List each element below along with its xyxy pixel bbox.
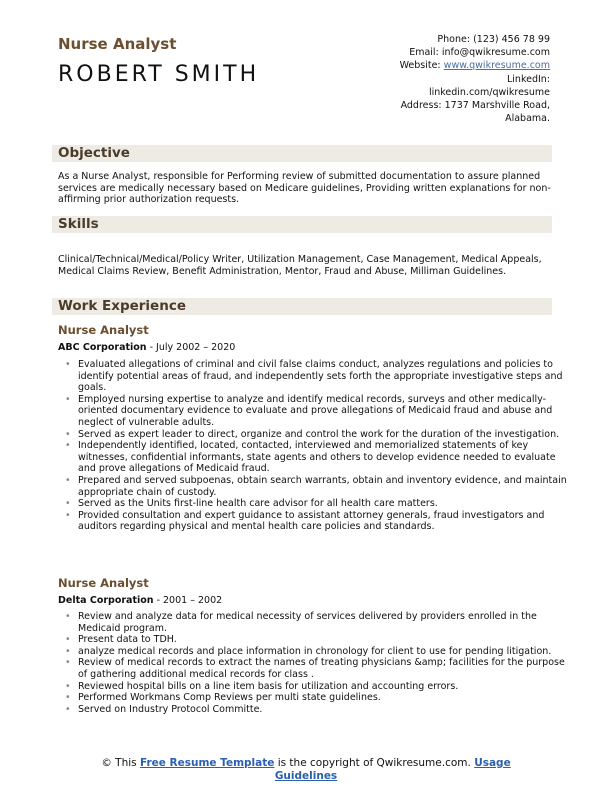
- company-name: ABC Corporation: [58, 342, 147, 353]
- skills-heading-band: [52, 216, 552, 233]
- list-item: • Served as the Units first-line health care advisor for all health care matters.: [78, 498, 572, 510]
- copyright-footer: [0, 757, 612, 783]
- job-title: Nurse Analyst: [58, 576, 149, 590]
- address-label: Address:: [400, 100, 442, 112]
- website-link[interactable]: www.qwikresume.com: [443, 60, 550, 72]
- website-label: Website:: [399, 60, 441, 72]
- job-bullets: [58, 359, 572, 533]
- phone-value: (123) 456 78 99: [473, 34, 550, 45]
- job-dates: - 2001 – 2002: [153, 595, 223, 606]
- job-company-line: [58, 342, 235, 353]
- job-title: Nurse Analyst: [58, 323, 149, 337]
- objective-text: As a Nurse Analyst, responsible for Performing review of submitted documentation to assure planned services are medically necessary based on Medicare guidelines, Providing written explanations for non-affirming prior authorization requests.: [58, 171, 551, 206]
- email-value: info@qwikresume.com: [441, 47, 550, 59]
- list-item: • Review of medical records to extract the names of treating physicians &amp; facilities for the purpose of gathering additional medical records for class .: [78, 657, 572, 680]
- skills-text: Clinical/Technical/Medical/Policy Writer, Utilization Management, Case Management, Medical Appeals, Medical Claims Review, Benefit Administration, Mentor, Fraud and Abuse, Milliman Guidelines.: [58, 254, 542, 277]
- candidate-name: ROBERT SMITH: [58, 62, 260, 87]
- resume-role-title: Nurse Analyst: [58, 35, 177, 53]
- linkedin-value: linkedin.com/qwikresume: [428, 86, 550, 98]
- contact-phone: [330, 33, 550, 46]
- job-company-line: [58, 595, 222, 606]
- contact-website: [330, 59, 550, 72]
- list-item: • Served on Industry Protocol Committe.: [78, 704, 572, 716]
- list-item: • Present data to TDH.: [78, 634, 572, 646]
- company-name: Delta Corporation: [58, 595, 154, 606]
- free-resume-template-link[interactable]: Free Resume Template: [139, 757, 275, 769]
- phone-label: Phone:: [437, 34, 471, 45]
- list-item: • Employed nursing expertise to analyze and identify medical records, surveys and other medically-oriented documentary evidence to evaluate and prove allegations of Medicaid fraud and abuse and neglect of vulnerable adults.: [78, 394, 572, 429]
- list-item: • Review and analyze data for medical necessity of services delivered by providers enrolled in the Medicaid program.: [78, 611, 572, 634]
- contact-address: [330, 99, 550, 112]
- list-item: • Independently identified, located, contacted, interviewed and memorialized statements of key witnesses, confidential informants, state agents and others to develop evidence needed to evaluate and prove allegations of Medicaid fraud.: [78, 440, 572, 475]
- list-item: • Served as expert leader to direct, organize and control the work for the duration of the investigation.: [78, 429, 572, 441]
- list-item: • Prepared and served subpoenas, obtain search warrants, obtain and inventory evidence, and maintain appropriate chain of custody.: [78, 475, 572, 498]
- address-line2: Alabama.: [505, 113, 550, 125]
- job-dates: - July 2002 – 2020: [146, 342, 236, 353]
- list-item: • analyze medical records and place information in chronology for client to use for pending litigation.: [78, 646, 572, 658]
- list-item: • Provided consultation and expert guidance to assistant attorney generals, fraud investigators and auditors regarding physical and mental health care policies and standards.: [78, 510, 572, 533]
- contact-email: [330, 46, 550, 59]
- linkedin-label: LinkedIn:: [506, 73, 550, 85]
- list-item: • Performed Workmans Comp Reviews per multi state guidelines.: [78, 692, 572, 704]
- job-bullets: [58, 611, 572, 715]
- contact-block: [330, 33, 550, 125]
- list-item: • Reviewed hospital bills on a line item basis for utilization and accounting errors.: [78, 681, 572, 693]
- address-line1: 1737 Marshville Road,: [444, 100, 550, 112]
- list-item: • Evaluated allegations of criminal and civil false claims conduct, analyzes regulations and policies to identify potential areas of fraud, and independently sets forth the appropriate investigative steps and goals.: [78, 359, 572, 394]
- experience-heading: Work Experience: [58, 298, 186, 314]
- usage-link-text: Usage: [474, 757, 511, 769]
- objective-heading: Objective: [58, 145, 130, 161]
- email-label: Email:: [409, 47, 439, 59]
- footer-middle: is the copyright of Qwikresume.com.: [274, 757, 475, 769]
- guidelines-link-text: Guidelines: [274, 770, 338, 782]
- footer-prefix: © This: [101, 757, 140, 769]
- skills-heading: Skills: [58, 216, 99, 232]
